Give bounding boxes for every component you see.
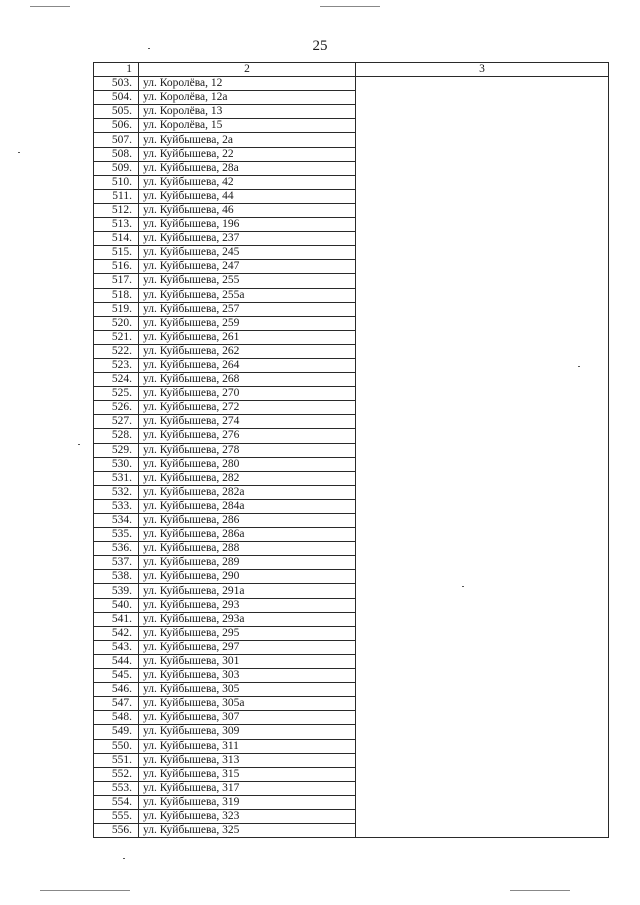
- address-cell: ул. Куйбышева, 280: [139, 457, 356, 471]
- row-number-cell: 534.: [94, 514, 139, 528]
- address-cell: ул. Королёва, 15: [139, 119, 356, 133]
- row-number-cell: 552.: [94, 767, 139, 781]
- row-number-cell: 520.: [94, 316, 139, 330]
- address-cell: ул. Куйбышева, 245: [139, 246, 356, 260]
- address-cell: ул. Куйбышева, 255: [139, 274, 356, 288]
- scan-speck: [123, 858, 125, 859]
- row-number-cell: 504.: [94, 91, 139, 105]
- column-header-1: 1: [94, 63, 139, 77]
- row-number-cell: 543.: [94, 640, 139, 654]
- row-number-cell: 541.: [94, 612, 139, 626]
- column-3-cell: [356, 77, 609, 838]
- address-cell: ул. Куйбышева, 278: [139, 443, 356, 457]
- row-number-cell: 532.: [94, 485, 139, 499]
- scan-edge-mark: [320, 6, 380, 7]
- scan-speck: [462, 586, 464, 587]
- row-number-cell: 553.: [94, 781, 139, 795]
- address-cell: ул. Королёва, 12: [139, 77, 356, 91]
- row-number-cell: 523.: [94, 358, 139, 372]
- row-number-cell: 548.: [94, 711, 139, 725]
- row-number-cell: 518.: [94, 288, 139, 302]
- address-cell: ул. Куйбышева, 288: [139, 542, 356, 556]
- row-number-cell: 507.: [94, 133, 139, 147]
- address-cell: ул. Куйбышева, 2а: [139, 133, 356, 147]
- row-number-cell: 546.: [94, 683, 139, 697]
- address-cell: ул. Куйбышева, 290: [139, 570, 356, 584]
- address-cell: ул. Куйбышева, 42: [139, 175, 356, 189]
- row-number-cell: 542.: [94, 626, 139, 640]
- table-body: [94, 77, 609, 838]
- address-cell: ул. Куйбышева, 255а: [139, 288, 356, 302]
- row-number-cell: 549.: [94, 725, 139, 739]
- address-cell: ул. Куйбышева, 309: [139, 725, 356, 739]
- address-cell: ул. Куйбышева, 315: [139, 767, 356, 781]
- row-number-cell: 538.: [94, 570, 139, 584]
- address-cell: ул. Куйбышева, 286: [139, 514, 356, 528]
- address-cell: ул. Королёва, 12а: [139, 91, 356, 105]
- address-cell: ул. Куйбышева, 268: [139, 373, 356, 387]
- scan-edge-mark: [510, 890, 570, 891]
- address-cell: ул. Куйбышева, 305: [139, 683, 356, 697]
- address-cell: ул. Куйбышева, 305а: [139, 697, 356, 711]
- address-cell: ул. Куйбышева, 323: [139, 809, 356, 823]
- row-number-cell: 544.: [94, 654, 139, 668]
- column-header-2: 2: [139, 63, 356, 77]
- address-table: [93, 62, 609, 838]
- row-number-cell: 511.: [94, 189, 139, 203]
- address-cell: ул. Куйбышева, 282: [139, 471, 356, 485]
- address-cell: ул. Куйбышева, 46: [139, 203, 356, 217]
- row-number-cell: 517.: [94, 274, 139, 288]
- address-cell: ул. Куйбышева, 313: [139, 753, 356, 767]
- row-number-cell: 513.: [94, 218, 139, 232]
- row-number-cell: 516.: [94, 260, 139, 274]
- page-number: 25: [312, 38, 328, 54]
- scan-speck: [18, 152, 20, 153]
- row-number-cell: 519.: [94, 302, 139, 316]
- row-number-cell: 556.: [94, 824, 139, 838]
- address-cell: ул. Куйбышева, 237: [139, 232, 356, 246]
- row-number-cell: 554.: [94, 795, 139, 809]
- row-number-cell: 550.: [94, 739, 139, 753]
- address-cell: ул. Куйбышева, 319: [139, 795, 356, 809]
- address-cell: ул. Куйбышева, 28а: [139, 161, 356, 175]
- address-cell: ул. Королёва, 13: [139, 105, 356, 119]
- row-number-cell: 514.: [94, 232, 139, 246]
- address-cell: ул. Куйбышева, 274: [139, 415, 356, 429]
- table-header-row: [94, 63, 609, 77]
- row-number-cell: 509.: [94, 161, 139, 175]
- address-cell: ул. Куйбышева, 311: [139, 739, 356, 753]
- address-cell: ул. Куйбышева, 301: [139, 654, 356, 668]
- address-cell: ул. Куйбышева, 289: [139, 556, 356, 570]
- address-cell: ул. Куйбышева, 22: [139, 147, 356, 161]
- row-number-cell: 540.: [94, 598, 139, 612]
- address-cell: ул. Куйбышева, 264: [139, 358, 356, 372]
- address-cell: ул. Куйбышева, 297: [139, 640, 356, 654]
- row-number-cell: 522.: [94, 344, 139, 358]
- address-cell: ул. Куйбышева, 307: [139, 711, 356, 725]
- row-number-cell: 521.: [94, 330, 139, 344]
- address-cell: ул. Куйбышева, 276: [139, 429, 356, 443]
- row-number-cell: 505.: [94, 105, 139, 119]
- row-number-cell: 531.: [94, 471, 139, 485]
- scan-speck: [78, 444, 80, 445]
- row-number-cell: 537.: [94, 556, 139, 570]
- address-cell: ул. Куйбышева, 317: [139, 781, 356, 795]
- table-row: [94, 77, 609, 91]
- address-cell: ул. Куйбышева, 272: [139, 401, 356, 415]
- address-cell: ул. Куйбышева, 293: [139, 598, 356, 612]
- scan-edge-mark: [40, 890, 130, 891]
- row-number-cell: 526.: [94, 401, 139, 415]
- row-number-cell: 508.: [94, 147, 139, 161]
- row-number-cell: 555.: [94, 809, 139, 823]
- address-cell: ул. Куйбышева, 284а: [139, 499, 356, 513]
- row-number-cell: 525.: [94, 387, 139, 401]
- address-cell: ул. Куйбышева, 196: [139, 218, 356, 232]
- row-number-cell: 527.: [94, 415, 139, 429]
- row-number-cell: 533.: [94, 499, 139, 513]
- address-cell: ул. Куйбышева, 262: [139, 344, 356, 358]
- address-cell: ул. Куйбышева, 303: [139, 669, 356, 683]
- scan-speck: [148, 48, 150, 49]
- row-number-cell: 530.: [94, 457, 139, 471]
- address-cell: ул. Куйбышева, 270: [139, 387, 356, 401]
- row-number-cell: 551.: [94, 753, 139, 767]
- address-cell: ул. Куйбышева, 257: [139, 302, 356, 316]
- row-number-cell: 524.: [94, 373, 139, 387]
- row-number-cell: 510.: [94, 175, 139, 189]
- address-cell: ул. Куйбышева, 325: [139, 824, 356, 838]
- row-number-cell: 503.: [94, 77, 139, 91]
- row-number-cell: 545.: [94, 669, 139, 683]
- address-cell: ул. Куйбышева, 286а: [139, 528, 356, 542]
- scan-speck: [578, 366, 580, 367]
- address-cell: ул. Куйбышева, 44: [139, 189, 356, 203]
- address-cell: ул. Куйбышева, 261: [139, 330, 356, 344]
- column-header-3: 3: [356, 63, 609, 77]
- row-number-cell: 539.: [94, 584, 139, 598]
- address-cell: ул. Куйбышева, 259: [139, 316, 356, 330]
- row-number-cell: 512.: [94, 203, 139, 217]
- row-number-cell: 515.: [94, 246, 139, 260]
- row-number-cell: 536.: [94, 542, 139, 556]
- row-number-cell: 528.: [94, 429, 139, 443]
- row-number-cell: 547.: [94, 697, 139, 711]
- address-cell: ул. Куйбышева, 295: [139, 626, 356, 640]
- scan-edge-mark: [30, 6, 70, 7]
- address-cell: ул. Куйбышева, 247: [139, 260, 356, 274]
- row-number-cell: 529.: [94, 443, 139, 457]
- address-cell: ул. Куйбышева, 293а: [139, 612, 356, 626]
- row-number-cell: 535.: [94, 528, 139, 542]
- row-number-cell: 506.: [94, 119, 139, 133]
- address-cell: ул. Куйбышева, 291а: [139, 584, 356, 598]
- address-cell: ул. Куйбышева, 282а: [139, 485, 356, 499]
